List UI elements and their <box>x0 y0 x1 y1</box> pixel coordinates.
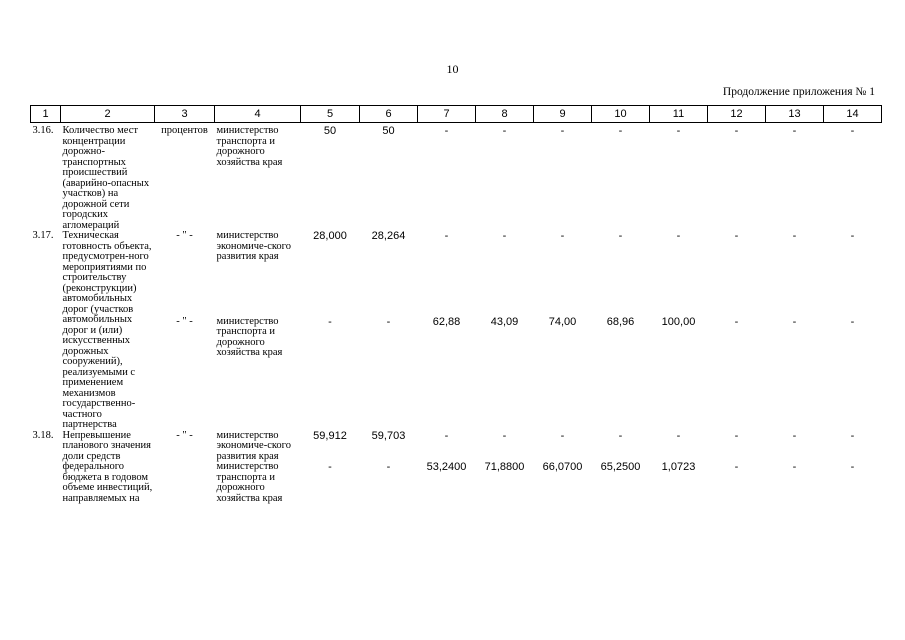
value-cell: - <box>850 125 855 137</box>
value-cell: 43,09 <box>490 315 519 328</box>
table-row <box>31 462 882 504</box>
col-header-4: 4 <box>215 106 301 123</box>
value-cell: - <box>850 315 855 328</box>
col-header-13: 13 <box>766 106 824 123</box>
value-cell: - <box>676 125 681 137</box>
value-cell: - <box>328 461 332 473</box>
col-header-2: 2 <box>61 106 155 123</box>
value-cell: - <box>618 429 623 442</box>
value-cell: - <box>676 230 681 242</box>
value-cell: - <box>502 429 507 442</box>
value-cell: 74,00 <box>548 315 577 328</box>
value-cell: - <box>444 125 449 137</box>
indicator-name: Количество мест концентрации дорожно-транспортных происшествий (аварийно-опасных участков) на дорожной сети городских агломераций <box>62 125 150 231</box>
col-header-9: 9 <box>534 106 592 123</box>
appendix-table <box>30 105 882 504</box>
ministry-cell: министерство транспорта и дорожного хозяйства края <box>216 315 283 358</box>
indicator-name: Непревышение планового значения доли средств федерального бюджета в годовом объеме инвестиций, направляемых на <box>62 429 153 504</box>
table-row <box>31 123 882 232</box>
value-cell: - <box>734 230 739 242</box>
ministry-cell: министерство экономиче-ского развития края <box>216 429 291 462</box>
col-header-12: 12 <box>708 106 766 123</box>
value-cell: - <box>792 125 797 137</box>
ministry-cell: министерство экономиче-ского развития края <box>216 230 291 262</box>
value-cell: - <box>850 230 855 242</box>
value-cell: - <box>734 125 739 137</box>
indicator-name: Техническая готовность объекта, предусмотрен-ного мероприятиями по строительству (реконструкции) автомобильных дорог (участков автомобильных дорог и (или) искусственных дорожных сооружений), реализуемыми с применением механизмов государственно-частного партнерства <box>62 230 152 430</box>
value-cell: - <box>444 230 449 242</box>
value-cell: - <box>792 429 797 442</box>
value-cell: - <box>618 230 623 242</box>
value-cell: - <box>676 429 681 442</box>
row-number: 3.17. <box>32 230 54 241</box>
unit-cell <box>155 462 215 504</box>
value-cell: 62,88 <box>432 315 461 328</box>
value-cell: - <box>560 230 565 242</box>
value-cell: - <box>502 230 507 242</box>
col-header-6: 6 <box>360 106 418 123</box>
value-cell: - <box>386 315 391 328</box>
col-header-1: 1 <box>31 106 61 123</box>
value-cell: 50 <box>323 125 337 137</box>
unit-cell: - " - <box>176 315 193 327</box>
value-cell: 100,00 <box>661 315 696 328</box>
col-header-10: 10 <box>592 106 650 123</box>
value-cell: - <box>792 461 797 473</box>
col-header-3: 3 <box>155 106 215 123</box>
header-row <box>31 106 882 123</box>
value-cell: 59,703 <box>371 429 406 442</box>
value-cell: - <box>734 429 739 442</box>
value-cell: - <box>734 461 739 473</box>
value-cell: - <box>502 125 507 137</box>
value-cell: 71,8800 <box>484 461 525 473</box>
value-cell: - <box>792 315 797 328</box>
value-cell: - <box>850 461 855 473</box>
value-cell: 65,2500 <box>600 461 641 473</box>
page-number: 10 <box>446 62 459 76</box>
value-cell: - <box>792 230 797 242</box>
value-cell: 59,912 <box>313 429 347 442</box>
row-number: 3.18. <box>32 429 54 441</box>
col-header-14: 14 <box>824 106 882 123</box>
value-cell: - <box>850 429 855 442</box>
value-cell: 50 <box>382 125 395 137</box>
col-header-5: 5 <box>301 106 360 123</box>
value-cell: - <box>386 461 391 473</box>
unit-cell: процентов <box>161 125 208 136</box>
value-cell: - <box>328 315 332 328</box>
table-row <box>31 317 882 431</box>
continuation-label: Продолжение приложения № 1 <box>722 86 875 98</box>
value-cell: - <box>444 429 449 442</box>
table-row <box>31 231 882 317</box>
value-cell: 28,000 <box>313 230 347 242</box>
col-header-11: 11 <box>650 106 708 123</box>
col-header-8: 8 <box>476 106 534 123</box>
value-cell: - <box>618 125 623 137</box>
value-cell: 68,96 <box>606 315 635 328</box>
ministry-cell: министерство транспорта и дорожного хозяйства края <box>216 125 283 168</box>
value-cell: 28,264 <box>371 230 406 242</box>
value-cell: - <box>560 429 565 442</box>
unit-cell: - " - <box>176 230 193 241</box>
value-cell: 53,2400 <box>426 461 467 473</box>
value-cell: 1,0723 <box>661 461 696 473</box>
col-header-7: 7 <box>418 106 476 123</box>
value-cell: - <box>734 315 739 328</box>
value-cell: 66,0700 <box>542 461 583 473</box>
unit-cell: - " - <box>176 429 193 441</box>
ministry-cell: министерство транспорта и дорожного хозяйства края <box>216 461 283 504</box>
row-number: 3.16. <box>32 125 54 136</box>
value-cell: - <box>560 125 565 137</box>
table-row <box>31 431 882 463</box>
